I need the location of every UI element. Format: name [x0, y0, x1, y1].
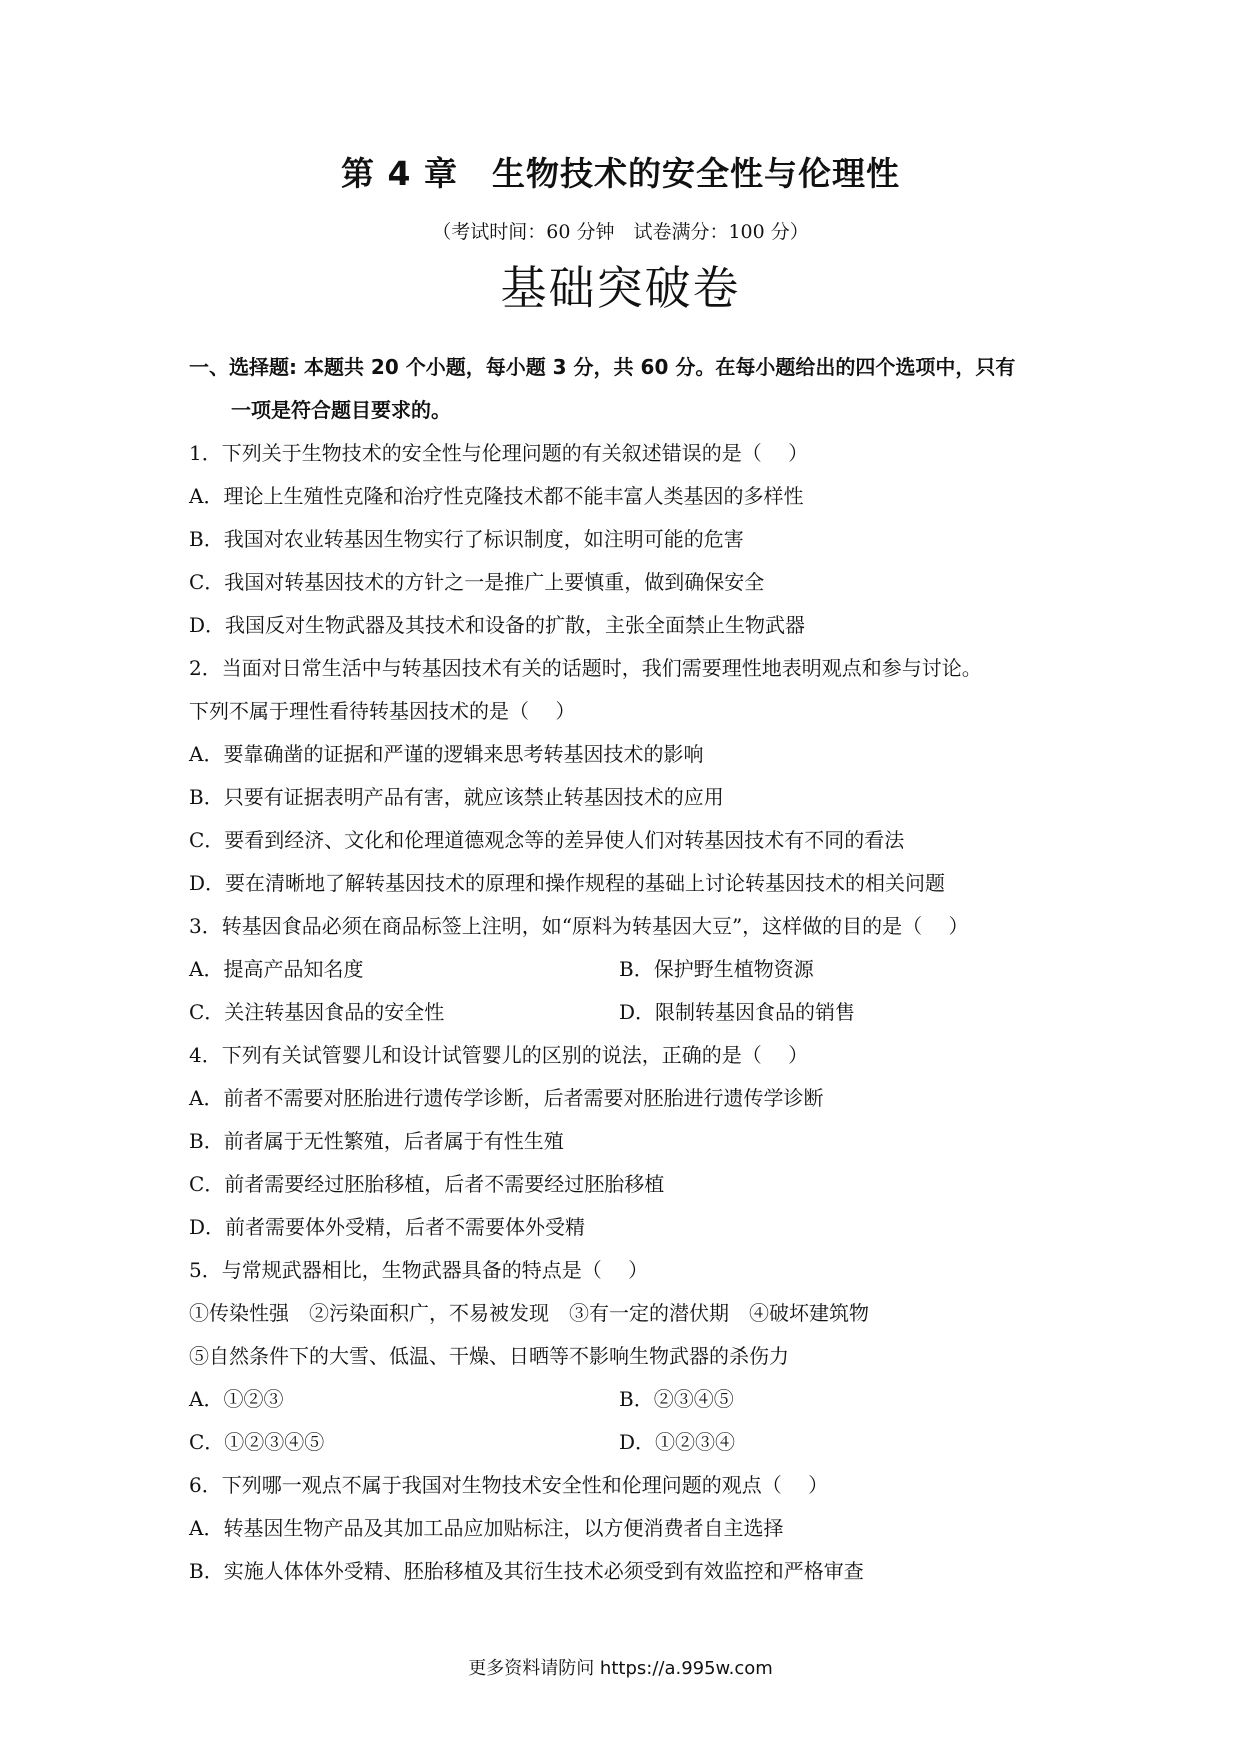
question-stem: 6．下列哪一观点不属于我国对生物技术安全性和伦理问题的观点（ ）	[189, 1473, 829, 1497]
option-a: A．理论上生殖性克隆和治疗性克隆技术都不能丰富人类基因的多样性	[189, 484, 804, 508]
statement-list: ①传染性强 ②污染面积广，不易被发现 ③有一定的潜伏期 ④破坏建筑物	[189, 1301, 869, 1325]
exam-info: （考试时间：60 分钟 试卷满分：100 分）	[432, 221, 809, 243]
question-stem-cont: 下列不属于理性看待转基因技术的是（ ）	[189, 699, 576, 723]
option-d: D．①②③④	[619, 1430, 736, 1454]
option-a: A．①②③	[189, 1387, 284, 1411]
question-stem: 1．下列关于生物技术的安全性与伦理问题的有关叙述错误的是（ ）	[189, 441, 809, 465]
question-stem: 3．转基因食品必须在商品标签上注明，如“原料为转基因大豆”，这样做的目的是（ ）	[189, 914, 969, 938]
option-c: C．前者需要经过胚胎移植，后者不需要经过胚胎移植	[189, 1172, 665, 1196]
question-stem: 2．当面对日常生活中与转基因技术有关的话题时，我们需要理性地表明观点和参与讨论。	[189, 656, 982, 680]
option-d: D．要在清晰地了解转基因技术的原理和操作规程的基础上讨论转基因技术的相关问题	[189, 871, 946, 895]
option-b: B．②③④⑤	[619, 1387, 734, 1411]
option-b: B．实施人体体外受精、胚胎移植及其衍生技术必须受到有效监控和严格审查	[189, 1559, 864, 1583]
option-a: A．前者不需要对胚胎进行遗传学诊断，后者需要对胚胎进行遗传学诊断	[189, 1086, 824, 1110]
option-row	[189, 991, 1069, 1034]
option-d: D．限制转基因食品的销售	[619, 1000, 856, 1024]
option-row	[189, 1421, 1069, 1464]
section-heading-cont: 一项是符合题目要求的。	[231, 398, 451, 422]
option-row	[189, 1378, 1069, 1421]
question-stem: 5．与常规武器相比，生物武器具备的特点是（ ）	[189, 1258, 649, 1282]
question-content	[189, 346, 1069, 1593]
option-d: D．前者需要体外受精，后者不需要体外受精	[189, 1215, 586, 1239]
paper-title: 基础突破卷	[500, 261, 741, 315]
option-c: C．关注转基因食品的安全性	[189, 1000, 445, 1024]
statement-list-cont: ⑤自然条件下的大雪、低温、干燥、日晒等不影响生物武器的杀伤力	[189, 1344, 789, 1368]
footer-link-text: 更多资料请防问 https://a.995w.com	[468, 1658, 773, 1679]
question-stem: 4．下列有关试管婴儿和设计试管婴儿的区别的说法，正确的是（ ）	[189, 1043, 809, 1067]
option-b: B．保护野生植物资源	[619, 957, 814, 981]
option-c: C．要看到经济、文化和伦理道德观念等的差异使人们对转基因技术有不同的看法	[189, 828, 905, 852]
option-b: B．我国对农业转基因生物实行了标识制度，如注明可能的危害	[189, 527, 744, 551]
option-b: B．只要有证据表明产品有害，就应该禁止转基因技术的应用	[189, 785, 724, 809]
option-d: D．我国反对生物武器及其技术和设备的扩散，主张全面禁止生物武器	[189, 613, 806, 637]
option-a: A．要靠确凿的证据和严谨的逻辑来思考转基因技术的影响	[189, 742, 704, 766]
option-c: C．①②③④⑤	[189, 1430, 325, 1454]
option-row	[189, 948, 1069, 991]
section-heading: 一、选择题: 本题共 20 个小题，每小题 3 分，共 60 分。在每小题给出的四个选项中，只有	[189, 355, 1016, 379]
option-b: B．前者属于无性繁殖，后者属于有性生殖	[189, 1129, 564, 1153]
option-a: A．转基因生物产品及其加工品应加贴标注，以方便消费者自主选择	[189, 1516, 784, 1540]
option-a: A．提高产品知名度	[189, 957, 364, 981]
option-c: C．我国对转基因技术的方针之一是推广上要慎重，做到确保安全	[189, 570, 765, 594]
chapter-title: 第 4 章 生物技术的安全性与伦理性	[341, 154, 900, 193]
